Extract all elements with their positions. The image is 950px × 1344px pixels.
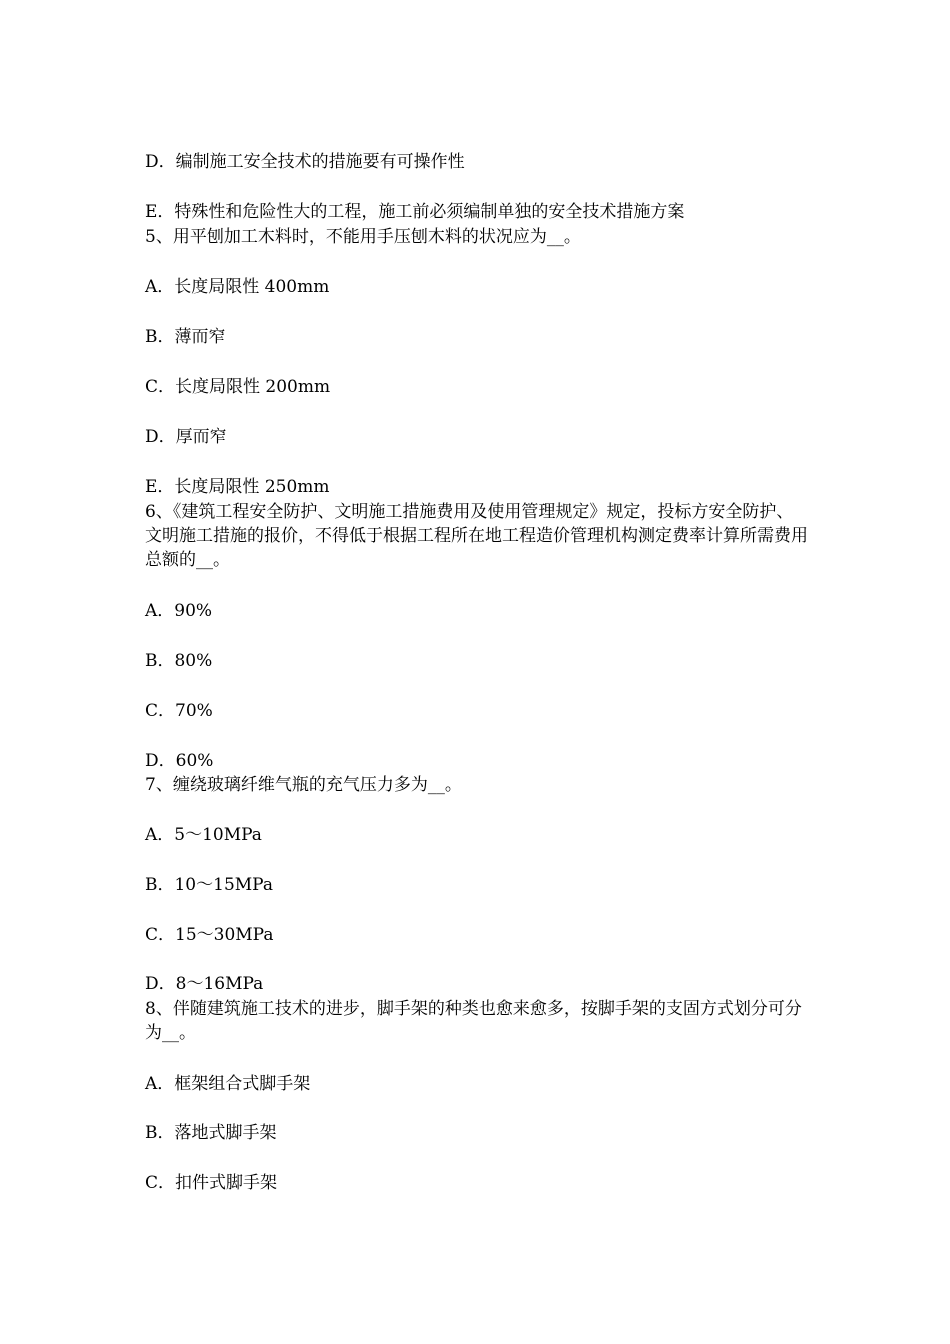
question-7: 7、缠绕玻璃纤维气瓶的充气压力多为__。 [145, 775, 462, 795]
option-b-q6: B．80% [145, 651, 213, 671]
option-a-q7: A．5～10MPa [145, 825, 262, 845]
option-a-q5: A．长度局限性 400mm [145, 277, 330, 297]
option-c-q8: C．扣件式脚手架 [145, 1173, 278, 1193]
option-d-q7: D．8～16MPa [145, 974, 264, 994]
option-a-q8: A．框架组合式脚手架 [145, 1074, 311, 1094]
option-b-q5: B．薄而窄 [145, 327, 226, 347]
question-6: 6、《建筑工程安全防护、文明施工措施费用及使用管理规定》规定，投标方安全防护、文明施工措施的报价，不得低于根据工程所在地工程造价管理机构测定费率计算所需费用总额的__。 [145, 502, 808, 570]
option-e-q4: E．特殊性和危险性大的工程，施工前必须编制单独的安全技术措施方案 [145, 202, 685, 222]
option-b-q7: B．10～15MPa [145, 875, 273, 895]
option-e-q5: E．长度局限性 250mm [145, 477, 330, 497]
option-d-q5: D．厚而窄 [145, 427, 227, 447]
option-c-q7: C．15～30MPa [145, 925, 274, 945]
option-c-q5: C．长度局限性 200mm [145, 377, 331, 397]
option-c-q6: C．70% [145, 701, 213, 721]
question-5: 5、用平刨加工木料时，不能用手压刨木料的状况应为__。 [145, 227, 581, 247]
option-d-q4: D．编制施工安全技术的措施要有可操作性 [145, 152, 465, 172]
option-b-q8: B．落地式脚手架 [145, 1123, 277, 1143]
option-d-q6: D．60% [145, 751, 214, 771]
question-8: 8、伴随建筑施工技术的进步，脚手架的种类也愈来愈多，按脚手架的支固方式划分可分为__。 [145, 999, 802, 1043]
option-a-q6: A．90% [145, 601, 213, 621]
